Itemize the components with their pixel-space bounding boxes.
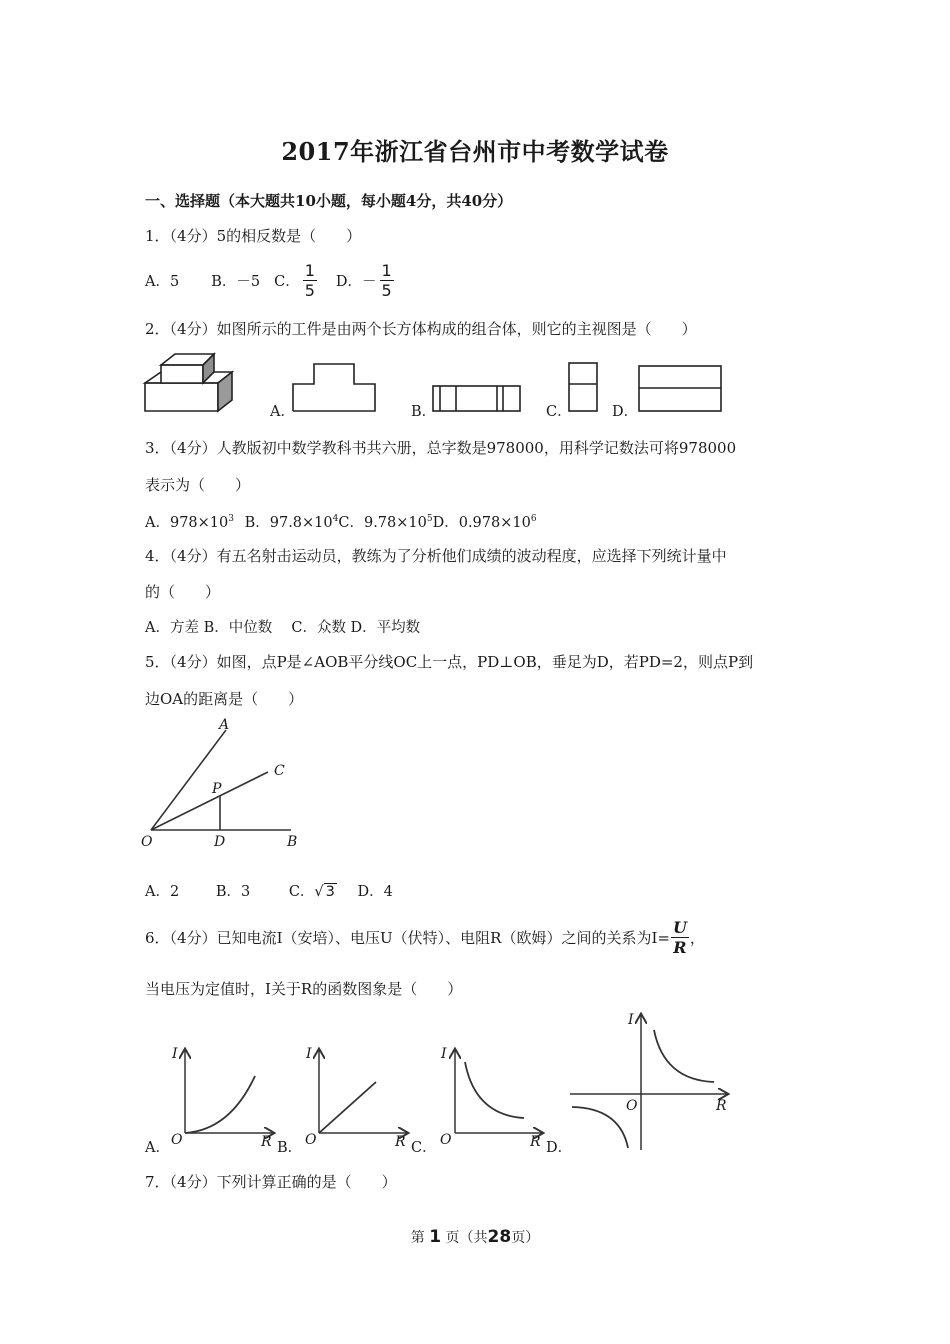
label-b: B (287, 834, 298, 850)
question-5-stem-line1: 5．（4分）如图，点P是∠AOB平分线OC上一点，PD⊥OB，垂足为D，若PD=2，则点P到 (145, 653, 754, 671)
graph-d-axis-i: I (628, 1012, 634, 1028)
q6-option-a: A． (145, 1140, 170, 1156)
graph-d (570, 1015, 727, 1150)
question-1-stem: 1．（4分）5的相反数是（ ） (145, 227, 362, 245)
fraction-numerator: 1 (304, 260, 315, 280)
option-a: A．5 (145, 273, 180, 290)
question-4-stem-line2: 的（ ） (145, 583, 221, 601)
q6-option-d: D． (546, 1140, 573, 1156)
graph-d-axis-r: R (716, 1098, 727, 1114)
radical-sign: √ (314, 884, 324, 900)
q6-option-c: C． (411, 1140, 437, 1156)
option-c-label: C． (288, 884, 315, 900)
question-4-stem-line1: 4．（4分）有五名射击运动员，教练为了分析他们成绩的波动程度，应选择下列统计量中 (145, 547, 727, 565)
fraction-denominator: 5 (304, 280, 315, 300)
graph-a-origin: O (171, 1132, 183, 1148)
option-d-label: D．－ (335, 273, 377, 290)
q2-option-b: B． (411, 404, 437, 420)
graph-a-axis-i: I (172, 1046, 178, 1062)
question-2-stem: 2．（4分）如图所示的工件是由两个长方体构成的组合体，则它的主视图是（ ） (145, 320, 697, 338)
graph-a-axis-r: R (261, 1134, 272, 1150)
fraction-denominator: R (673, 937, 687, 957)
label-p: P (212, 781, 222, 797)
q6-option-b: B． (277, 1140, 303, 1156)
total-pages: 28 (487, 1227, 512, 1247)
question-3-stem-line1: 3．（4分）人教版初中数学教科书共六册，总字数是978000，用科学记数法可将978000 (145, 439, 737, 457)
page-number: 1 (429, 1227, 442, 1247)
option-b: B．－5 (211, 273, 261, 290)
question-6-stem-line1: 6．（4分）已知电流I（安培）、电压U（伏特）、电阻R（欧姆）之间的关系为I= $\frac{U}{R}$ ， (145, 917, 705, 957)
question-5-stem-line2: 边OA的距离是（ ） (145, 690, 304, 708)
question-3-stem-line2: 表示为（ ） (145, 476, 251, 494)
question-7-stem: 7．（4分）下列计算正确的是（ ） (145, 1173, 397, 1191)
graph-d-origin: O (626, 1098, 638, 1114)
label-o: O (141, 834, 153, 850)
fraction-numerator: 1 (381, 260, 392, 280)
q2-option-a: A． (270, 404, 295, 420)
option-d: D．$0.978\times 10^6$ (432, 514, 537, 531)
radicand: 3 (325, 884, 335, 900)
option-d: D．4 (357, 884, 393, 900)
fraction-denominator: 5 (381, 280, 392, 300)
page-title: 2017年浙江省台州市中考数学试卷 (281, 137, 669, 166)
graph-c-axis-r: R (530, 1134, 541, 1150)
fraction-numerator: U (672, 917, 687, 937)
question-6-stem-line2: 当电压为定值时，I关于R的函数图象是（ ） (145, 980, 463, 998)
graph-b-origin: O (305, 1132, 317, 1148)
graph-a (185, 1050, 273, 1133)
label-d: D (214, 834, 226, 850)
q2-option-c: C． (546, 404, 572, 420)
label-c: C (274, 763, 285, 779)
question-4-options: A．方差 B．中位数 C．众数 D．平均数 (145, 620, 421, 636)
option-c-label: C． (274, 273, 300, 290)
graph-c-origin: O (440, 1132, 452, 1148)
graph-b-axis-r: R (395, 1134, 406, 1150)
option-c: C．$9.78\times 10^5$ (338, 514, 433, 531)
graph-c (455, 1050, 542, 1133)
graph-b (319, 1050, 407, 1133)
label-a: A (219, 717, 230, 733)
option-b: B．$97.8\times 10^4$ (244, 514, 339, 531)
graph-c-axis-i: I (441, 1046, 447, 1062)
option-a: A．$978\times 10^3$ (145, 514, 234, 531)
option-b: B．3 (215, 884, 251, 900)
graph-b-axis-i: I (306, 1046, 312, 1062)
option-a: A．2 (145, 884, 180, 900)
page-footer: 第 1 页（共28页） (410, 1227, 540, 1247)
section-heading: 一、选择题（本大题共10小题，每小题4分，共40分） (145, 192, 513, 210)
q2-option-d: D． (612, 404, 639, 420)
